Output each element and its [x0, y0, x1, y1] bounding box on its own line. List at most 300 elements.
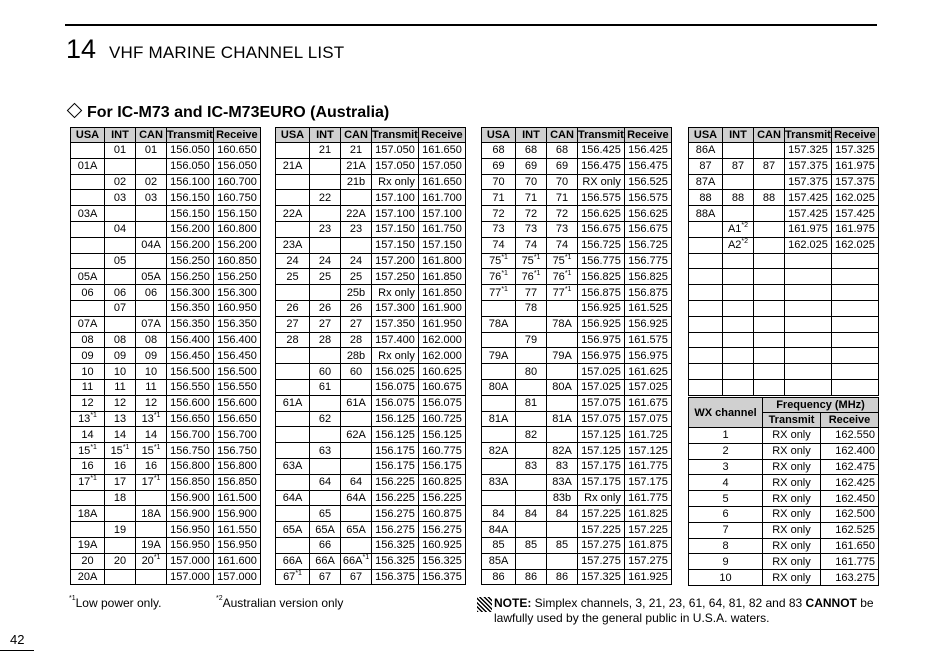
cell-transmit: Rx only: [372, 348, 419, 364]
table-row: [482, 553, 672, 569]
cell-wx-channel: 5: [689, 491, 763, 507]
cell-can: 74: [547, 237, 578, 253]
table-row: [482, 537, 672, 553]
footnote-mark: *1: [501, 269, 508, 277]
cell-usa: [689, 269, 723, 285]
cell-receive: [831, 364, 878, 380]
cell-int: [723, 379, 754, 395]
cell-transmit: [785, 316, 832, 332]
cell-int: 64: [310, 474, 341, 490]
cell-receive: 156.750: [213, 443, 260, 459]
cell-can: 88: [754, 190, 785, 206]
cell-usa: [71, 300, 105, 316]
cell-transmit: 156.100: [167, 174, 214, 190]
cell-int: [516, 474, 547, 490]
cell-receive: 160.825: [418, 474, 465, 490]
cell-int: 11: [105, 379, 136, 395]
table-row: [71, 522, 261, 538]
cell-transmit: 156.875: [578, 285, 625, 301]
cell-transmit: 156.225: [372, 490, 419, 506]
cell-receive: 160.725: [418, 411, 465, 427]
table-row: [71, 221, 261, 237]
table-row: [276, 522, 466, 538]
cell-can: [341, 237, 372, 253]
cell-receive: 157.050: [418, 158, 465, 174]
cell-usa: 61A: [276, 395, 310, 411]
footnote-mark: *1: [501, 285, 508, 293]
footnote-mark: *1: [564, 269, 572, 277]
table-row: [482, 143, 672, 159]
cell-int: 73: [516, 221, 547, 237]
cell-can: [754, 300, 785, 316]
cell-transmit: 156.400: [167, 332, 214, 348]
cell-int: 01: [105, 143, 136, 159]
column-header-int: INT: [516, 128, 547, 143]
cell-wx-transmit: RX only: [763, 522, 821, 538]
table-row: [276, 490, 466, 506]
cell-receive: 161.975: [831, 158, 878, 174]
cell-can: 81A: [547, 411, 578, 427]
cell-receive: 160.850: [213, 253, 260, 269]
cell-can: [341, 443, 372, 459]
cell-receive: 157.125: [624, 443, 671, 459]
cell-usa: 84A: [482, 522, 516, 538]
table-row: [71, 237, 261, 253]
table-row: [276, 506, 466, 522]
cell-transmit: [785, 269, 832, 285]
cell-can: 83: [547, 458, 578, 474]
column-header-int: INT: [723, 128, 754, 143]
cell-receive: 156.500: [213, 364, 260, 380]
cell-transmit: 157.225: [578, 522, 625, 538]
cell-transmit: 156.450: [167, 348, 214, 364]
footnote-mark: *1: [90, 443, 97, 451]
cell-receive: 161.500: [213, 490, 260, 506]
cell-transmit: 156.275: [372, 506, 419, 522]
cell-can: 28b: [341, 348, 372, 364]
table-row: [71, 253, 261, 269]
cell-can: 25b: [341, 285, 372, 301]
cell-transmit: 156.975: [578, 348, 625, 364]
cell-int: 23: [310, 221, 341, 237]
cell-int: [105, 269, 136, 285]
cell-can: 07A: [136, 316, 167, 332]
cell-receive: 156.825: [624, 269, 671, 285]
cell-int: 10: [105, 364, 136, 380]
cell-transmit: 156.550: [167, 379, 214, 395]
table-row: [276, 237, 466, 253]
cell-can: $66A^{*1}$: [341, 553, 372, 569]
cell-receive: 157.275: [624, 553, 671, 569]
column-header-transmit: Transmit: [785, 129, 831, 141]
table-row: [71, 427, 261, 443]
cell-int: [310, 174, 341, 190]
cell-wx-transmit: RX only: [763, 506, 821, 522]
table-row: [689, 237, 879, 253]
cell-int: 87: [723, 158, 754, 174]
cell-usa: 07A: [71, 316, 105, 332]
cell-transmit: 156.250: [167, 269, 214, 285]
cell-usa: [276, 411, 310, 427]
cell-usa: [689, 285, 723, 301]
table-row: [482, 285, 672, 301]
cell-receive: 156.375: [418, 569, 465, 585]
cell-can: 79A: [547, 348, 578, 364]
column-header-usa: USA: [482, 128, 516, 143]
cell-usa: 69: [482, 158, 516, 174]
table-row: [689, 506, 879, 522]
cell-receive: 161.775: [624, 458, 671, 474]
footnote-mark: *1: [122, 443, 130, 451]
cell-int: 13: [105, 411, 136, 427]
table-row: [71, 143, 261, 159]
cell-receive: 157.325: [831, 143, 878, 159]
cell-can: [136, 490, 167, 506]
cell-transmit: 156.625: [578, 206, 625, 222]
table-row: [482, 237, 672, 253]
cell-usa: [689, 316, 723, 332]
cell-usa: 13$^{*1}$: [71, 411, 105, 427]
column-header-transmit: Transmit: [578, 129, 624, 141]
cell-receive: 161.625: [624, 364, 671, 380]
cell-usa: 20: [71, 553, 105, 569]
cell-transmit: 156.925: [578, 316, 625, 332]
cell-transmit: 156.900: [167, 506, 214, 522]
cell-usa: 72: [482, 206, 516, 222]
cell-can: [341, 379, 372, 395]
cell-transmit: 162.025: [785, 237, 832, 253]
cell-wx-receive: 162.400: [821, 443, 879, 459]
cell-receive: 156.275: [418, 522, 465, 538]
cell-int: [516, 553, 547, 569]
cell-int: 68: [516, 143, 547, 159]
cell-int: [105, 537, 136, 553]
table-row: [482, 379, 672, 395]
table-row: [71, 411, 261, 427]
cell-int: 22: [310, 190, 341, 206]
cell-usa: [71, 253, 105, 269]
cell-usa: 81A: [482, 411, 516, 427]
cell-receive: 156.700: [213, 427, 260, 443]
cell-receive: 161.700: [418, 190, 465, 206]
note-body-1: Simplex channels, 3, 21, 23, 61, 64, 81, 82 and 83: [531, 596, 806, 610]
cell-can: [754, 174, 785, 190]
cell-transmit: 156.175: [372, 443, 419, 459]
cell-transmit: 161.975: [785, 221, 832, 237]
cell-can: 65A: [341, 522, 372, 538]
footnote-mark: *1: [362, 554, 370, 562]
cell-transmit: 156.500: [167, 364, 214, 380]
cell-usa: [689, 237, 723, 253]
table-row: [482, 427, 672, 443]
cell-wx-receive: 161.775: [821, 554, 879, 570]
table-row: [71, 490, 261, 506]
column-header-usa: USA: [276, 128, 310, 143]
table-row: [482, 253, 672, 269]
cell-usa: 77$^{*1}$: [482, 285, 516, 301]
cell-int: [310, 395, 341, 411]
cell-int: [723, 316, 754, 332]
table-row: [689, 443, 879, 459]
cell-int: 75$^{*1}$: [516, 253, 547, 269]
cell-wx-channel: 4: [689, 475, 763, 491]
footnote-mark: *1: [153, 443, 161, 451]
cell-transmit: 157.325: [578, 569, 625, 585]
table-row: [71, 300, 261, 316]
cell-transmit: 156.950: [167, 537, 214, 553]
cell-int: A1$^{*2}$: [723, 221, 754, 237]
cell-int: [105, 569, 136, 585]
cell-usa: [689, 379, 723, 395]
cell-transmit: [785, 253, 832, 269]
cell-can: 60: [341, 364, 372, 380]
cell-receive: 156.925: [624, 316, 671, 332]
cell-receive: 156.950: [213, 537, 260, 553]
footnote-mark: *1: [153, 475, 161, 483]
cell-usa: 64A: [276, 490, 310, 506]
cell-int: 08: [105, 332, 136, 348]
cell-can: 69: [547, 158, 578, 174]
cell-receive: 161.850: [418, 269, 465, 285]
cell-usa: 67$^{*1}$: [276, 569, 310, 585]
cell-receive: 160.950: [213, 300, 260, 316]
table-row: [689, 538, 879, 554]
footnote-mark: *1: [153, 411, 161, 419]
cell-transmit: 156.200: [167, 237, 214, 253]
cell-transmit: 156.225: [372, 474, 419, 490]
cell-usa: [276, 221, 310, 237]
cell-can: 14: [136, 427, 167, 443]
cell-receive: 156.075: [418, 395, 465, 411]
table-row: [689, 143, 879, 159]
cell-receive: 156.175: [418, 458, 465, 474]
table-row: [689, 491, 879, 507]
cell-receive: 157.175: [624, 474, 671, 490]
cell-can: [547, 364, 578, 380]
column-header-receive: Receive: [831, 128, 878, 143]
cell-int: 86: [516, 569, 547, 585]
cell-transmit: 156.125: [372, 411, 419, 427]
table-row: [276, 427, 466, 443]
cell-transmit: 156.050: [167, 158, 214, 174]
cell-int: 61: [310, 379, 341, 395]
cell-can: 21A: [341, 158, 372, 174]
footnote-mark: *1: [90, 411, 97, 419]
cell-usa: 12: [71, 395, 105, 411]
cell-can: 03: [136, 190, 167, 206]
cell-int: 15$^{*1}$: [105, 443, 136, 459]
cell-usa: 78A: [482, 316, 516, 332]
cell-transmit: 156.600: [167, 395, 214, 411]
cell-int: [310, 206, 341, 222]
cell-usa: 76$^{*1}$: [482, 269, 516, 285]
table-row: [276, 253, 466, 269]
cell-int: [723, 300, 754, 316]
table-header-row: [276, 128, 466, 143]
wx-header-transmit: Transmit: [763, 413, 821, 428]
table-row: [71, 206, 261, 222]
cell-can: [136, 206, 167, 222]
cell-transmit: 157.375: [785, 158, 832, 174]
cell-int: 72: [516, 206, 547, 222]
footnote-mark: *2: [216, 595, 223, 602]
table-row: [276, 332, 466, 348]
cell-can: [754, 206, 785, 222]
table-row: [482, 206, 672, 222]
cell-int: 19: [105, 522, 136, 538]
cell-can: 06: [136, 285, 167, 301]
cell-can: [136, 569, 167, 585]
note-body-2: be lawfully used by the general public in U.S.A. waters.: [494, 596, 874, 625]
cell-wx-transmit: RX only: [763, 491, 821, 507]
cell-wx-channel: 8: [689, 538, 763, 554]
table-row: [482, 174, 672, 190]
cell-usa: [689, 364, 723, 380]
cell-receive: [831, 253, 878, 269]
section-heading: [66, 103, 389, 123]
note-emphasis: CANNOT: [805, 596, 857, 610]
cell-wx-transmit: RX only: [763, 443, 821, 459]
cell-usa: 08: [71, 332, 105, 348]
table-row: [689, 206, 879, 222]
cell-can: 08: [136, 332, 167, 348]
cell-usa: 75$^{*1}$: [482, 253, 516, 269]
cell-receive: [831, 348, 878, 364]
table-row: [276, 221, 466, 237]
cell-usa: 28: [276, 332, 310, 348]
cell-usa: 20A: [71, 569, 105, 585]
cell-receive: 161.950: [418, 316, 465, 332]
cell-transmit: 156.475: [578, 158, 625, 174]
table-row: [276, 553, 466, 569]
table-row: [71, 569, 261, 585]
column-header-can: CAN: [136, 128, 167, 143]
cell-usa: 17$^{*1}$: [71, 474, 105, 490]
cell-receive: 157.150: [418, 237, 465, 253]
cell-usa: [482, 458, 516, 474]
cell-int: 71: [516, 190, 547, 206]
cell-usa: [276, 285, 310, 301]
cell-receive: 160.700: [213, 174, 260, 190]
cell-can: [341, 506, 372, 522]
cell-receive: [831, 285, 878, 301]
cell-int: [723, 206, 754, 222]
cell-usa: [71, 174, 105, 190]
cell-can: 76$^{*1}$: [547, 269, 578, 285]
table-row: [689, 332, 879, 348]
table-row: [71, 316, 261, 332]
cell-int: 12: [105, 395, 136, 411]
table-row: [689, 158, 879, 174]
cell-int: 70: [516, 174, 547, 190]
cell-usa: [276, 174, 310, 190]
cell-can: 64A: [341, 490, 372, 506]
cell-usa: [276, 443, 310, 459]
table-row: [276, 190, 466, 206]
cell-transmit: RX only: [578, 174, 625, 190]
cell-receive: 161.925: [624, 569, 671, 585]
cell-receive: 157.025: [624, 379, 671, 395]
cell-can: 17$^{*1}$: [136, 474, 167, 490]
cell-receive: 156.900: [213, 506, 260, 522]
cell-wx-transmit: RX only: [763, 570, 821, 586]
cell-int: [310, 237, 341, 253]
cell-usa: 87A: [689, 174, 723, 190]
cell-int: 20: [105, 553, 136, 569]
cell-int: 60: [310, 364, 341, 380]
footnote-low-power: [69, 596, 161, 610]
column-header-receive: Receive: [213, 128, 260, 143]
table-row: [276, 443, 466, 459]
cell-usa: [689, 348, 723, 364]
cell-can: [547, 332, 578, 348]
cell-can: 01: [136, 143, 167, 159]
table-row: [689, 570, 879, 586]
cell-receive: 157.425: [831, 206, 878, 222]
table-row: [482, 395, 672, 411]
cell-int: [105, 158, 136, 174]
cell-wx-receive: 162.450: [821, 491, 879, 507]
cell-int: [105, 506, 136, 522]
table-header-row: [71, 128, 261, 143]
cell-usa: 88: [689, 190, 723, 206]
table-row: [71, 174, 261, 190]
cell-int: [723, 143, 754, 159]
footnote-mark: *2: [741, 222, 749, 230]
channel-table-1: [70, 127, 261, 585]
table-row: [71, 537, 261, 553]
cell-int: 65A: [310, 522, 341, 538]
cell-can: 75$^{*1}$: [547, 253, 578, 269]
wx-header-channel: WX channel: [689, 398, 763, 428]
cell-receive: 157.000: [213, 569, 260, 585]
cell-usa: 16: [71, 458, 105, 474]
table-row: [689, 379, 879, 395]
table-header-row: [482, 128, 672, 143]
cell-usa: 11: [71, 379, 105, 395]
cell-receive: 156.600: [213, 395, 260, 411]
cell-can: [341, 411, 372, 427]
cell-transmit: 157.025: [578, 364, 625, 380]
channel-table-3: [481, 127, 672, 585]
cell-usa: [689, 221, 723, 237]
cell-can: [136, 253, 167, 269]
cell-int: [310, 285, 341, 301]
cell-transmit: 156.325: [372, 553, 419, 569]
cell-wx-receive: 163.275: [821, 570, 879, 586]
cell-receive: 161.900: [418, 300, 465, 316]
cell-int: [723, 285, 754, 301]
cell-transmit: 156.150: [167, 206, 214, 222]
table-row: [689, 475, 879, 491]
cell-transmit: 157.075: [578, 395, 625, 411]
footnote-text: Australian version only: [222, 596, 344, 610]
cell-int: 03: [105, 190, 136, 206]
cell-usa: 87: [689, 158, 723, 174]
cell-transmit: 157.400: [372, 332, 419, 348]
column-header-transmit: Transmit: [167, 129, 213, 141]
table-row: [276, 537, 466, 553]
cell-receive: 161.850: [418, 285, 465, 301]
column-header-transmit: Transmit: [372, 129, 418, 141]
cell-can: 23: [341, 221, 372, 237]
cell-receive: 156.425: [624, 143, 671, 159]
cell-can: [136, 300, 167, 316]
footnote-mark: *1: [533, 253, 541, 261]
cell-receive: [831, 300, 878, 316]
cell-int: [105, 237, 136, 253]
cell-wx-receive: 162.525: [821, 522, 879, 538]
